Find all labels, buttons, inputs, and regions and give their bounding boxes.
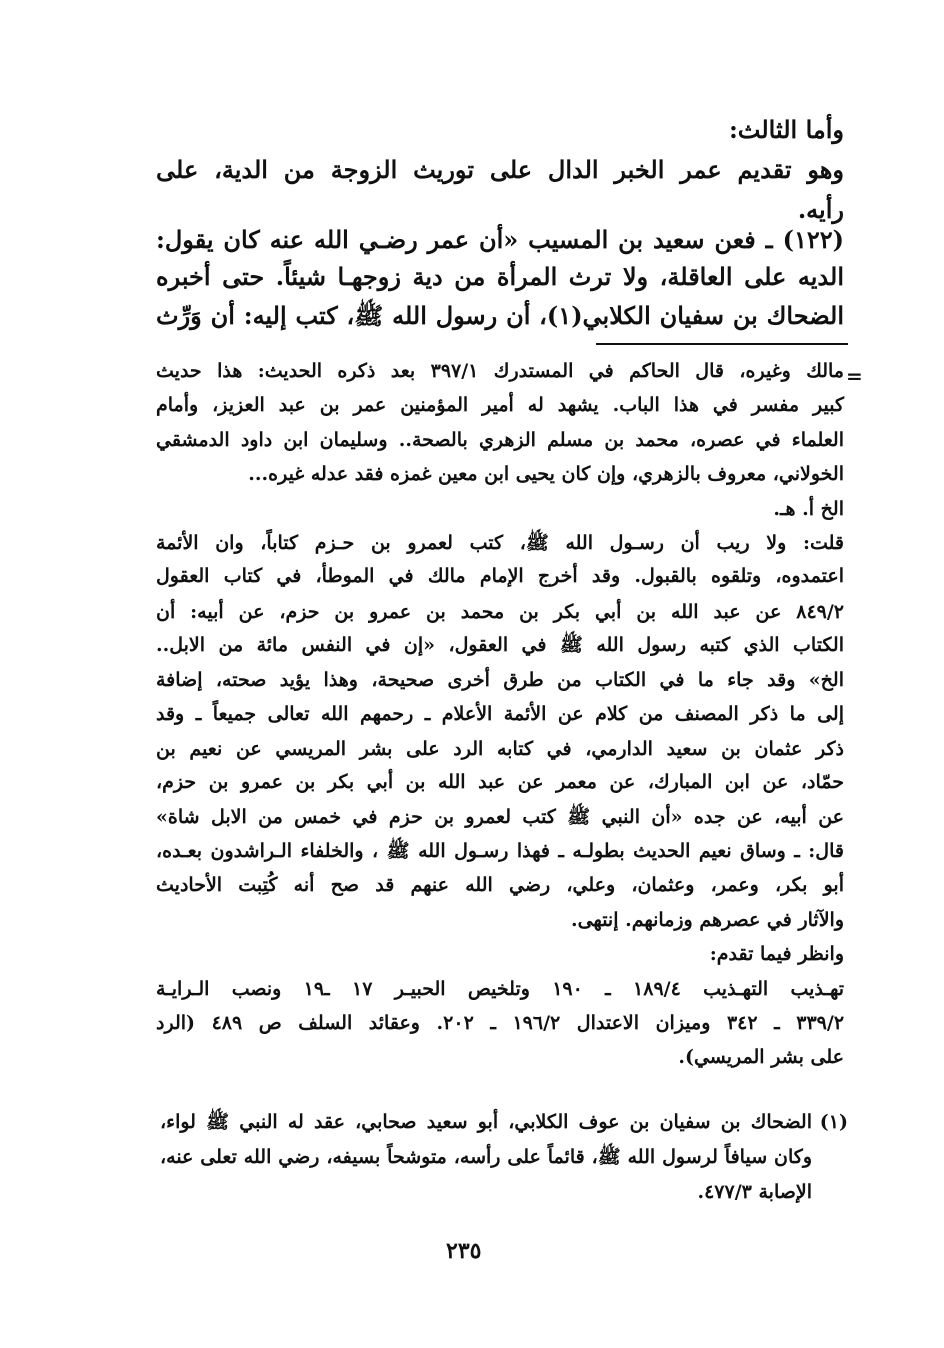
- footnote-line: اعتمدوه، وتلقوه بالقبول. وقد أخرج الإمام مالك في الموطأ، في كتاب العقول: [156, 565, 844, 587]
- main-text-line: وهو تقديم عمر الخبر الدال على توريث الزوجة من الدية، على: [156, 155, 844, 184]
- continuation-marker: =: [846, 364, 863, 388]
- footnote-line: الخولاني، معروف بالزهري، وإن كان يحيى ابن معين غمزه فقد عدله غيره...: [248, 463, 844, 485]
- footnote-line: والآثار في عصرهم وزمانهم. إنتهى.: [570, 909, 844, 931]
- footnote-line: على بشر المريسي).: [678, 1046, 844, 1068]
- main-text-line: الديه على العاقلة، ولا ترث المرأة من دية زوجهـا شيئاً. حتى أخبره: [156, 262, 844, 291]
- footnote-1-line: وكان سيافاً لرسول الله ﷺ، قائماً على رأسه، متوشحاً بسيفه، رضي الله تعلى عنه،: [160, 1146, 812, 1168]
- main-text-line: (١٢٢) ـ فعن سعيد بن المسيب «أن عمر رضـي الله عنه كان يقول:: [156, 225, 844, 254]
- footnote-line: كبير مفسر في هذا الباب. يشهد له أمير المؤمنين عمر بن عبد العزيز، وأمام: [156, 394, 844, 416]
- footnote-line: قلت: ولا ريب أن رسـول الله ﷺ، كتب لعمرو بن حـزم كتاباً، وان الأئمة: [156, 532, 844, 554]
- footnote-1-marker: (١): [819, 1111, 848, 1133]
- footnote-line: ذكر عثمان بن سعيد الدارمي، في كتابه الرد على بشر المريسي عن نعيم بن: [156, 738, 844, 760]
- footnote-line: ٨٤٩/٢ عن عبد الله بن أبي بكر بن محمد بن عمرو بن حزم، عن أبيه: أن: [156, 601, 844, 623]
- footnote-line: إلى ما ذكر المصنف من كلام عن الأئمة الأعلام ـ رحمهم الله تعالى جميعاً ـ وقد: [156, 703, 844, 725]
- footnote-line: ٣٣٩/٢ ـ ٣٤٢ وميزان الاعتدال ١٩٦/٢ ـ ٢٠٢. وعقائد السلف ص ٤٨٩ (الرد: [156, 1012, 845, 1034]
- footnote-line: عن أبيه، عن جده «أن النبي ﷺ كتب لعمرو بن حزم في خمس من الابل شاة»: [156, 806, 844, 828]
- footnote-line: الكتاب الذي كتبه رسول الله ﷺ في العقول، «إن في النفس مائة من الابل..: [156, 634, 844, 656]
- footnote-line: مالك وغيره، قال الحاكم في المستدرك ٣٩٧/١ بعد ذكره الحديث: هذا حديث: [156, 360, 844, 382]
- footnote-line: حمّاد، عن ابن المبارك، عن معمر عن عبد الله بن أبي بكر بن عمرو بن حزم،: [156, 771, 844, 793]
- footnote-line: الخ» وقد جاء ما في الكتاب من طرق أخرى صحيحة، وهذا يؤيد صحته، إضافة: [156, 669, 844, 691]
- main-text-line: الضحاك بن سفيان الكلابي(١)، أن رسول الله ﷺ، كتب إليه: أن وَرِّث: [156, 301, 845, 330]
- footnote-line: أبو بكر، وعمر، وعثمان، وعلي، رضي الله عنهم قد صح أنه كُتِبت الأحاديث: [156, 874, 844, 896]
- footnote-line: الخ أ. هـ.: [773, 498, 844, 520]
- footnote-separator: [596, 343, 848, 345]
- page-number: ٢٣٥: [446, 1238, 482, 1264]
- footnote-line: العلماء في عصره، محمد بن مسلم الزهري بالصحة.. وسليمان ابن داود الدمشقي: [156, 429, 844, 451]
- footnote-line: وانظر فيما تقدم:: [709, 943, 844, 965]
- footnote-line: تهـذيب التهـذيب ١٨٩/٤ ـ ١٩٠ وتلخيص الحبيـر ١٧ ـ١٩ ونصب الـرايـة: [156, 978, 845, 1000]
- footnote-1-line: الإصابة ٤٧٧/٣.: [697, 1181, 812, 1203]
- section-heading: وأما الثالث:: [728, 115, 844, 144]
- footnote-line: قال: ـ وساق نعيم الحديث بطولـه ـ فهذا رسـول الله ﷺ ، والخلفاء الـراشدون بعـده،: [156, 840, 844, 862]
- main-text-line: رأيه.: [797, 195, 844, 224]
- footnote-1-line: الضحاك بن سفيان بن عوف الكلابي، أبو سعيد صحابي، عقد له النبي ﷺ لواء،: [160, 1111, 812, 1133]
